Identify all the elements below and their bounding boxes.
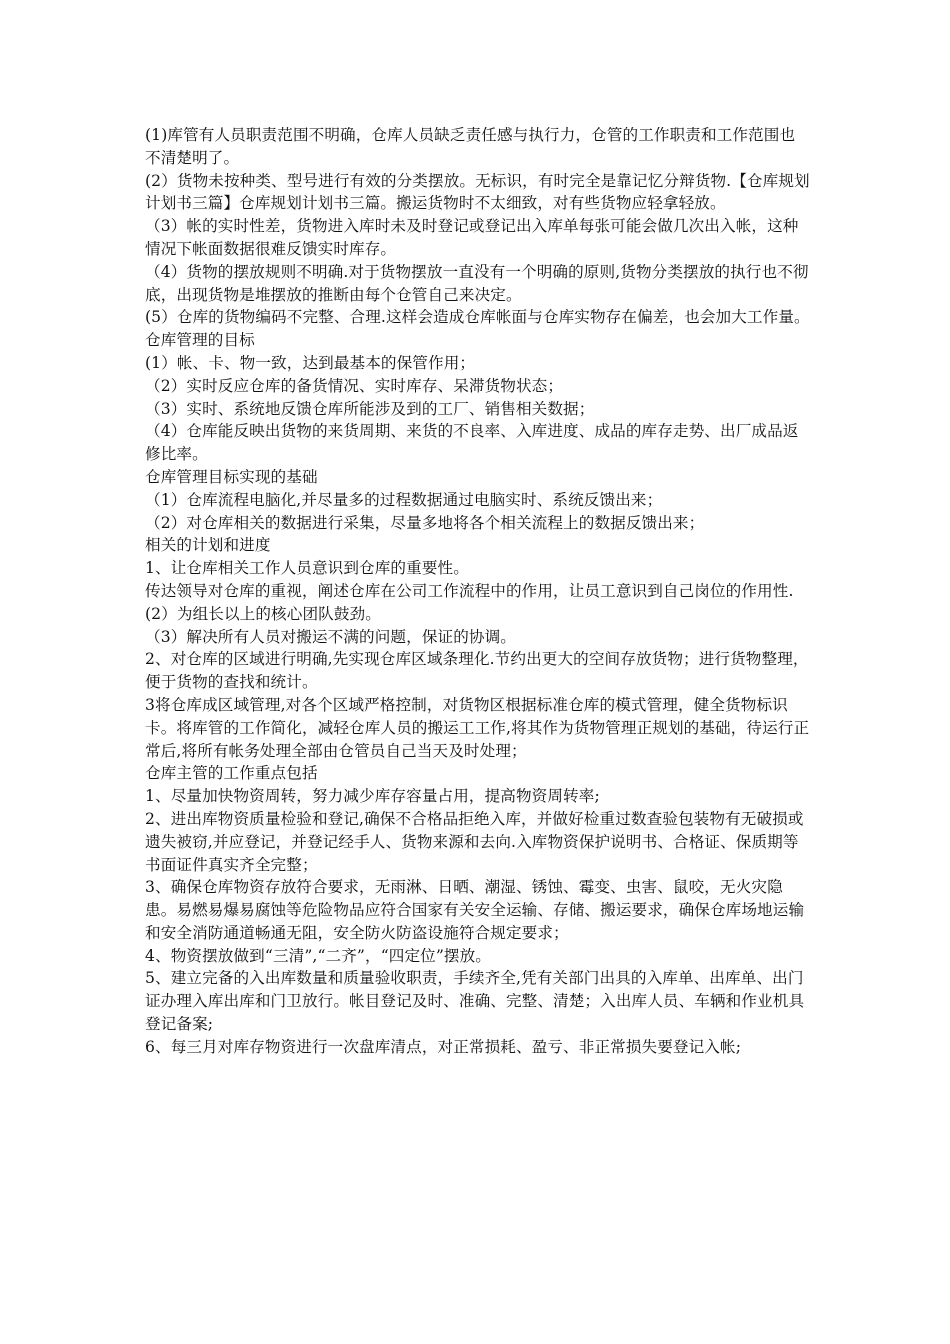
goal-item-4: （4）仓库能反映出货物的来货周期、来货的不良率、入库进度、成品的库存走势、出厂成品返修比率。 xyxy=(145,422,799,464)
foundation-item-2: （2）对仓库相关的数据进行采集，尽量多地将各个相关流程上的数据反馈出来； xyxy=(145,513,705,532)
goal-item-3: （3）实时、系统地反馈仓库所能涉及到的工厂、销售相关数据； xyxy=(145,399,595,418)
supervisor-item-1: 1、尽量加快物资周转，努力减少库存容量占用，提高物资周转率; xyxy=(145,787,600,806)
supervisor-item-6: 6、每三月对库存物资进行一次盘库清点，对正常损耗、盈亏、非正常损失要登记入帐; xyxy=(145,1037,742,1056)
plan-item-1-sub-2: (2）为组长以上的核心团队鼓劲。 xyxy=(145,604,381,623)
section-heading-foundation: 仓库管理目标实现的基础 xyxy=(145,467,318,486)
goal-item-1: (1）帐、卡、物一致，达到最基本的保管作用； xyxy=(145,353,476,372)
paragraph-placement-rules: （4）货物的摆放规则不明确.对于货物摆放一直没有一个明确的原则,货物分类摆放的执行也不彻底，出现货物是堆摆放的推断由每个仓管自己来决定。 xyxy=(145,262,809,304)
section-heading-supervisor: 仓库主管的工作重点包括 xyxy=(145,764,318,783)
paragraph-goods-classification: (2）货物未按种类、型号进行有效的分类摆放。无标识，有时完全是靠记忆分辩货物.【仓库规划计划书三篇】仓库规划计划书三篇。搬运货物时不太细致，对有些货物应轻拿轻放。 xyxy=(145,171,810,213)
plan-item-1: 1、让仓库相关工作人员意识到仓库的重要性。 xyxy=(145,559,469,578)
supervisor-item-5: 5、建立完备的入出库数量和质量验收职责，手续齐全,凭有关部门出具的入库单、出库单、出门证办理入库出库和门卫放行。帐目登记及时、准确、完整、清楚；入出库人员、车辆和作业机具登记备案; xyxy=(145,969,805,1034)
paragraph-account-realtime: （3）帐的实时性差，货物进入库时未及时登记或登记出入库单每张可能会做几次出入帐，这种情况下帐面数据很难反馈实时库存。 xyxy=(145,217,799,258)
supervisor-item-4: 4、物资摆放做到“三清”,“二齐”，“四定位”摆放。 xyxy=(145,946,491,965)
paragraph-duty-unclear: (1)库管有人员职责范围不明确，仓库人员缺乏责任感与执行力，仓管的工作职责和工作范围也不清楚明了。 xyxy=(145,126,796,167)
goal-item-2: （2）实时反应仓库的备货情况、实时库存、呆滞货物状态； xyxy=(145,376,564,395)
foundation-item-1: （1）仓库流程电脑化,并尽量多的过程数据通过电脑实时、系统反馈出来； xyxy=(145,490,663,509)
plan-item-3: 3将仓库成区域管理,对各个区域严格控制，对货物区根据标准仓库的模式管理，健全货物标识卡。将库管的工作简化，减轻仓库人员的搬运工工作,将其作为货物管理正规划的基础，待运行正常后,将所有帐务处理全部由仓管员自己当天及时处理； xyxy=(145,695,810,760)
document-body xyxy=(145,124,810,1059)
plan-item-2: 2、对仓库的区域进行明确,先实现仓库区域条理化.节约出更大的空间存放货物；进行货物整理，便于货物的查找和统计。 xyxy=(145,650,809,692)
supervisor-item-2: 2、进出库物资质量检验和登记,确保不合格品拒绝入库，并做好检重过数查验包装物有无破损或遗失被窃,并应登记，并登记经手人、货物来源和去向.入库物资保护说明书、合格证、保质期等书面证件真实齐全完整； xyxy=(145,809,804,874)
plan-item-1-detail: 传达领导对仓库的重视，阐述仓库在公司工作流程中的作用，让员工意识到自己岗位的作用性. xyxy=(145,581,794,600)
section-heading-plan: 相关的计划和进度 xyxy=(145,536,271,555)
plan-item-1-sub-3: （3）解决所有人员对搬运不满的问题，保证的协调。 xyxy=(145,627,516,646)
paragraph-goods-coding: (5）仓库的货物编码不完整、合理.这样会造成仓库帐面与仓库实物存在偏差，也会加大工作量。 xyxy=(145,308,810,327)
supervisor-item-3: 3、确保仓库物资存放符合要求，无雨淋、日晒、潮湿、锈蚀、霉变、虫害、鼠咬，无火灾隐患。易燃易爆易腐蚀等危险物品应符合国家有关安全运输、存储、搬运要求，确保仓库场地运输和安全消防通道畅通无阻，安全防火防盗设施符合规定要求； xyxy=(145,878,805,942)
section-heading-goals: 仓库管理的目标 xyxy=(145,331,255,350)
